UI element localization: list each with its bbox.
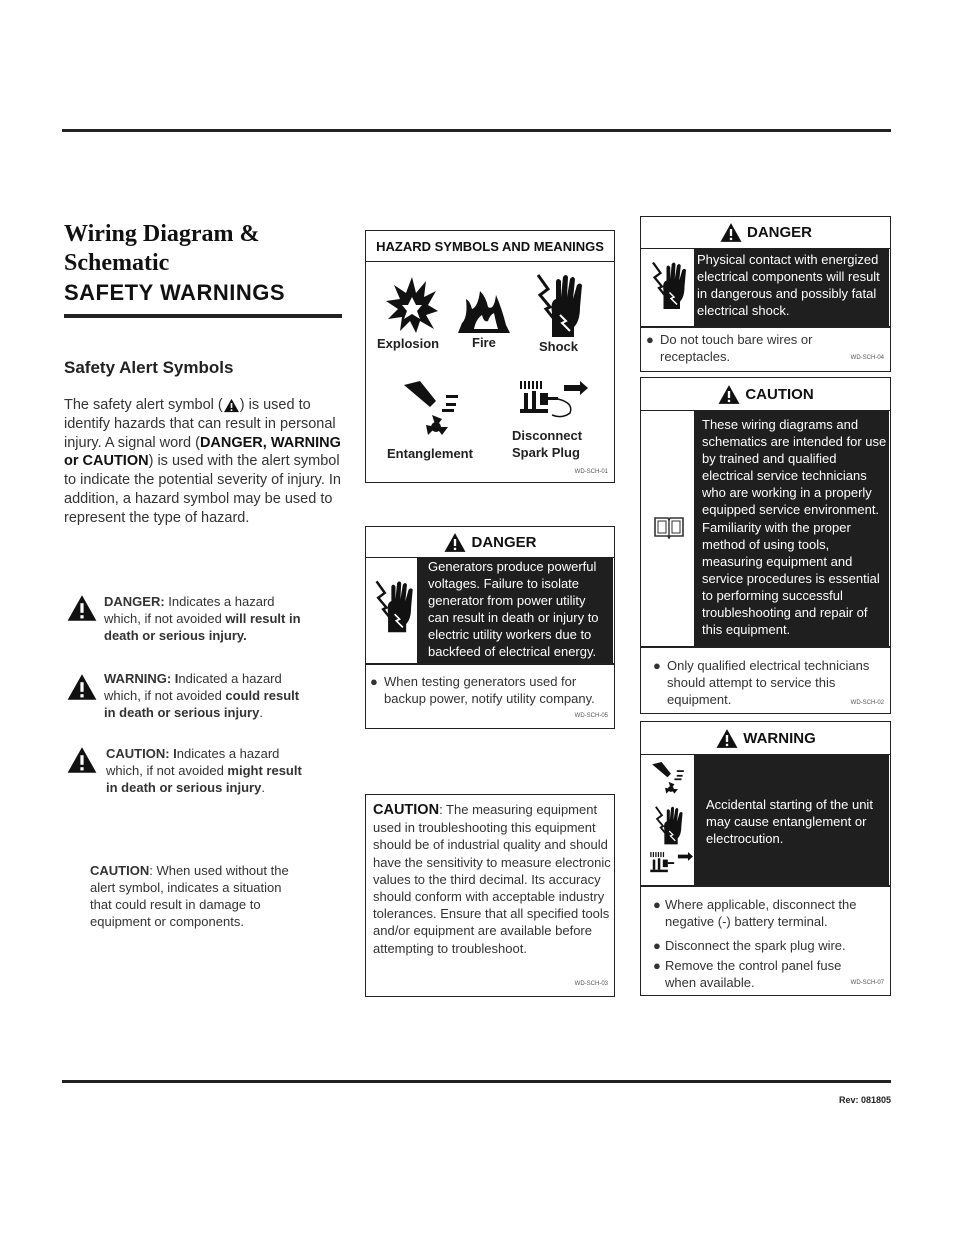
warning-bullet-3: ● Remove the control panel fuse when available. bbox=[653, 958, 842, 990]
shock-label: Shock bbox=[539, 339, 579, 354]
signal-text: Indicates a hazard which, if not avoided bbox=[104, 594, 275, 626]
alert-triangle-icon bbox=[66, 593, 98, 623]
explosion-icon bbox=[386, 275, 438, 335]
warning-bullet-text: Remove the control panel fuse when available. bbox=[665, 958, 842, 990]
entanglement-icon bbox=[651, 760, 685, 798]
alert-triangle-icon bbox=[66, 672, 98, 702]
hazard-box-title: HAZARD SYMBOLS AND MEANINGS bbox=[366, 231, 614, 262]
shock-icon bbox=[370, 577, 416, 635]
alert-triangle-icon bbox=[223, 398, 240, 413]
divider bbox=[641, 646, 890, 648]
signal-consequence: might result in death or serious injury bbox=[106, 763, 302, 795]
disconnect-label-line1: Disconnect bbox=[512, 428, 583, 443]
alert-text-a: The safety alert symbol ( bbox=[64, 397, 223, 413]
section-heading: Safety Alert Symbols bbox=[64, 358, 234, 377]
alert-triangle-icon bbox=[66, 745, 98, 775]
danger-message: Generators produce powerful voltages. Failure to isolate generator from power utility can result in death or injury to electric utility workers due to backfeed of electrical energy. bbox=[417, 557, 613, 663]
divider bbox=[366, 663, 614, 665]
caution-header bbox=[641, 378, 890, 411]
danger-box-contact bbox=[640, 216, 891, 372]
label-code: WD-SCH-07 bbox=[850, 980, 884, 986]
divider bbox=[641, 326, 890, 328]
alert-signal-words: DANGER, WARNING or CAUTION bbox=[64, 434, 341, 470]
alert-triangle-icon bbox=[715, 728, 739, 749]
title-line-1: Wiring Diagram & bbox=[64, 221, 260, 247]
danger-header bbox=[366, 527, 614, 558]
label-code: WD-SCH-03 bbox=[574, 981, 608, 987]
page-title bbox=[64, 220, 354, 307]
danger-header bbox=[641, 217, 890, 249]
caution-box-technicians bbox=[640, 377, 891, 714]
caution-text: : The measuring equipment used in troubleshooting this equipment should be of industrial quality and should have the sensitivity to measure electronic values to the third decimal. Its accuracy should conform with acceptable industry tolerances. Ensure that all specified tools and/or equipment are available before attempting to troubleshoot. bbox=[373, 802, 611, 956]
fire-icon bbox=[456, 289, 512, 335]
caution-bullet: ● Only qualified electrical technicians should attempt to service this equipment. bbox=[653, 657, 883, 708]
warning-bullet-text: Disconnect the spark plug wire. bbox=[665, 938, 846, 953]
signal-text: ndicates a hazard which, if not avoided bbox=[106, 746, 280, 778]
caution-message: These wiring diagrams and schematics are intended for use by trained and qualified electrical service technicians who are working in a properly equipped service environment. Familiarity with the proper method of using tools, measuring equipment and service procedures is essential to performing successful troubleshooting and repair of this equipment. bbox=[694, 410, 889, 646]
caution-signal-word: CAUTION bbox=[745, 385, 814, 403]
alert-text-c: ) is used with the alert symbol to indicate the potential severity of injury. In addition, a hazard symbol may be used to represent the type of hazard. bbox=[64, 453, 341, 526]
divider bbox=[641, 885, 890, 887]
caution-bullet-text: Only qualified electrical technicians should attempt to service this equipment. bbox=[667, 658, 870, 707]
title-underline bbox=[64, 314, 342, 318]
warning-box-starting bbox=[640, 721, 891, 996]
title-line-2: Schematic bbox=[64, 250, 170, 276]
signal-consequence: could result in death or serious injury bbox=[104, 688, 300, 720]
danger-bullet: ● When testing generators used for backup power, notify utility company. bbox=[370, 673, 610, 707]
shock-icon bbox=[651, 804, 685, 846]
entanglement-label: Entanglement bbox=[387, 446, 473, 461]
signal-end: . bbox=[261, 780, 265, 795]
disconnect-spark-plug-icon bbox=[518, 379, 588, 421]
title-line-3: SAFETY WARNINGS bbox=[64, 280, 286, 305]
hazard-symbols-box bbox=[365, 230, 615, 483]
label-code: WD-SCH-01 bbox=[574, 469, 608, 475]
bottom-rule bbox=[62, 1080, 891, 1083]
caution-word: CAUTION bbox=[373, 802, 440, 818]
entanglement-icon bbox=[402, 379, 460, 441]
warning-signal-word: WARNING bbox=[743, 729, 816, 747]
warning-message bbox=[694, 754, 889, 885]
danger-box-generators bbox=[365, 526, 615, 729]
label-code: WD-SCH-04 bbox=[850, 355, 884, 361]
alert-paragraph bbox=[64, 396, 354, 528]
signal-end: . bbox=[259, 705, 263, 720]
signal-consequence: will result in death or serious injury. bbox=[104, 611, 301, 643]
caution-box-measuring bbox=[365, 794, 615, 997]
danger-bullet: ● Do not touch bare wires or receptacles. bbox=[646, 331, 846, 365]
shock-icon bbox=[530, 271, 586, 339]
warning-bullet-1: ● Where applicable, disconnect the negative (-) battery terminal. bbox=[653, 896, 885, 930]
warning-message-text: Accidental starting of the unit may cause entanglement or electrocution. bbox=[706, 797, 873, 847]
revision-label: Rev: 081805 bbox=[838, 1095, 891, 1105]
warning-bullet-2: ● Disconnect the spark plug wire. bbox=[653, 937, 885, 954]
shock-icon bbox=[647, 259, 689, 311]
warning-header bbox=[641, 722, 890, 755]
alert-triangle-icon bbox=[443, 532, 467, 553]
danger-signal-word: DANGER bbox=[746, 224, 812, 241]
fire-label: Fire bbox=[472, 335, 496, 350]
disconnect-label bbox=[512, 427, 582, 461]
signal-word: CAUTION: I bbox=[106, 746, 177, 761]
caution-measuring-text bbox=[373, 801, 611, 957]
caution-note-word: CAUTION bbox=[90, 863, 150, 878]
signal-word: DANGER: bbox=[104, 594, 165, 609]
signal-word: WARNING: I bbox=[104, 671, 179, 686]
signal-text: ndicated a hazard which, if not avoided bbox=[104, 671, 282, 703]
label-code: WD-SCH-02 bbox=[850, 700, 884, 706]
danger-bullet-text: When testing generators used for backup power, notify utility company. bbox=[384, 674, 595, 706]
caution-note bbox=[90, 862, 290, 930]
alert-triangle-icon bbox=[717, 384, 741, 405]
explosion-label: Explosion bbox=[377, 336, 440, 351]
danger-signal-word: DANGER bbox=[471, 533, 537, 551]
alert-text-b: ) is used to identify hazards that can result in personal injury. A signal word ( bbox=[64, 397, 336, 451]
disconnect-label-line2: Spark Plug bbox=[512, 445, 580, 460]
label-code: WD-SCH-05 bbox=[574, 713, 608, 719]
manual-book-icon bbox=[653, 515, 685, 539]
caution-note-text: : When used without the alert symbol, indicates a situation that could result in damage to equipment or components. bbox=[90, 863, 289, 929]
warning-bullet-text: Where applicable, disconnect the negative (-) battery terminal. bbox=[665, 897, 857, 929]
alert-triangle-icon bbox=[719, 222, 743, 243]
danger-message: Physical contact with energized electrical components will result in dangerous and possibly fatal electrical shock. bbox=[694, 248, 889, 326]
danger-bullet-text: Do not touch bare wires or receptacles. bbox=[660, 332, 813, 364]
top-rule bbox=[62, 129, 891, 132]
disconnect-spark-plug-icon bbox=[649, 850, 693, 878]
